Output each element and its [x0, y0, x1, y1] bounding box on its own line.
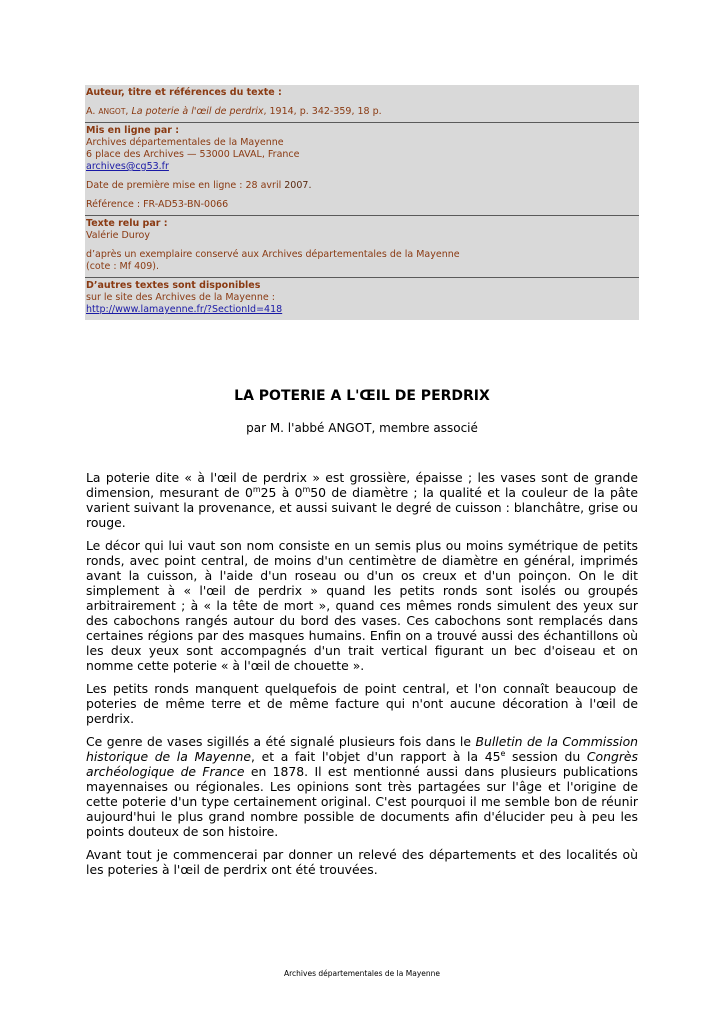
- source-line-2: (cote : Mf 409).: [86, 261, 159, 272]
- online-section: [85, 122, 639, 215]
- author-initial: A.: [86, 106, 99, 117]
- paragraph-5: Avant tout je commencerai par donner un relevé des départements et des localités où les poteries à l'œil de perdrix ont été trouvées.: [86, 847, 638, 877]
- author-section: [85, 85, 639, 122]
- author-surname: ANGOT: [98, 107, 126, 116]
- source-line-1: d’après un exemplaire conservé aux Archives départementales de la Mayenne: [86, 249, 460, 260]
- article-body: [86, 470, 638, 885]
- p1-text-c: 50 de diamètre ; la qualité et la couleur de la pâte varient suivant la provenance, et aussi suivant le degré de cuisson : blanchâtre, grise ou rouge.: [86, 485, 638, 530]
- reviewed-section: [85, 215, 639, 277]
- date-year: 2007.: [284, 180, 312, 191]
- reviewed-heading: Texte relu par :: [86, 218, 168, 229]
- metadata-box: [85, 85, 639, 320]
- archive-site-link[interactable]: http://www.lamayenne.fr/?SectionId=418: [86, 304, 283, 315]
- page-footer: Archives départementales de la Mayenne: [284, 969, 440, 978]
- address: 6 place des Archives — 53000 LAVAL, France: [86, 149, 300, 160]
- work-title: La poterie à l'œil de perdrix: [131, 106, 264, 117]
- citation-details: , 1914, p. 342-359, 18 p.: [263, 106, 382, 117]
- p1-sup-1: m: [252, 484, 261, 494]
- p4-congres-title: Congrès archéologique de France: [86, 749, 638, 779]
- other-heading: D’autres textes sont disponibles: [86, 280, 261, 291]
- paragraph-1: [86, 470, 638, 530]
- paragraph-2: Le décor qui lui vaut son nom consiste en un semis plus ou moins symétrique de petits ronds, avec point central, de moins d'un centimètre de diamètre en général, imprimés avant la cuisson, à l'aide d'un roseau ou d'un os creux et d'un poinçon. On le dit simplement à « l'œil de perdrix » quand les petits ronds sont isolés ou groupés arbitrairement ; à « la tête de mort », quand ces mêmes ronds simulent des yeux sur des cabochons rangés autour du bord des vases. Ces cabochons sont remplacés dans certaines régions par des masques humains. Enfin on a trouvé aussi des échantillons où les deux yeux sont accompagnés d'un trait vertical figurant un bec d'oiseau et on nomme cette poterie « à l'œil de chouette ».: [86, 538, 638, 673]
- publisher: Archives départementales de la Mayenne: [86, 137, 284, 148]
- other-section: [85, 277, 639, 320]
- other-subline: sur le site des Archives de la Mayenne :: [86, 292, 275, 303]
- p4-text-b: , et a fait l'objet d'un rapport à la 45: [251, 749, 501, 764]
- p1-sup-2: m: [302, 484, 311, 494]
- date-label: Date de première mise en ligne : 28 avril: [86, 180, 285, 191]
- publication-date: [86, 180, 638, 192]
- p4-bulletin-title: Bulletin de la Commission historique de la Mayenne: [86, 734, 638, 764]
- p1-text-a: La poterie dite « à l'œil de perdrix » est grossière, épaisse ; les vases sont de grande dimension, mesurant de 0: [86, 470, 638, 500]
- email-link[interactable]: archives@cg53.fr: [86, 161, 169, 172]
- p4-text-a: Ce genre de vases sigillés a été signalé plusieurs fois dans le: [86, 734, 476, 749]
- paragraph-4: [86, 734, 638, 839]
- reviewer: Valérie Duroy: [86, 230, 150, 241]
- reference: Référence : FR-AD53-BN-0066: [86, 199, 229, 210]
- citation: A. ANGOT, La poterie à l'œil de perdrix, 1914, p. 342-359, 18 p.: [86, 106, 382, 117]
- p4-text-c: session du: [505, 749, 587, 764]
- article-byline: par M. l'abbé ANGOT, membre associé: [246, 421, 478, 435]
- author-heading: Auteur, titre et références du texte :: [86, 87, 282, 98]
- p1-text-b: 25 à 0: [260, 485, 303, 500]
- online-heading: Mis en ligne par :: [86, 125, 180, 136]
- article-title: LA POTERIE A L'ŒIL DE PERDRIX: [234, 388, 490, 404]
- p4-text-d: en 1878. Il est mentionné aussi dans plusieurs publications mayennaises ou régionales. Les opinions sont très partagées sur l'âge et l'origine de cette poterie d'un type certainement original. C'est pourquoi il me semble bon de réunir aujourd'hui le plus grand nombre possible de documents afin d'élucider peu à peu les points douteux de son histoire.: [86, 764, 638, 839]
- paragraph-3: Les petits ronds manquent quelquefois de point central, et l'on connaît beaucoup de poteries de même terre et de même facture qui n'ont aucune décoration à l'œil de perdrix.: [86, 681, 638, 726]
- p4-sup: e: [500, 748, 506, 758]
